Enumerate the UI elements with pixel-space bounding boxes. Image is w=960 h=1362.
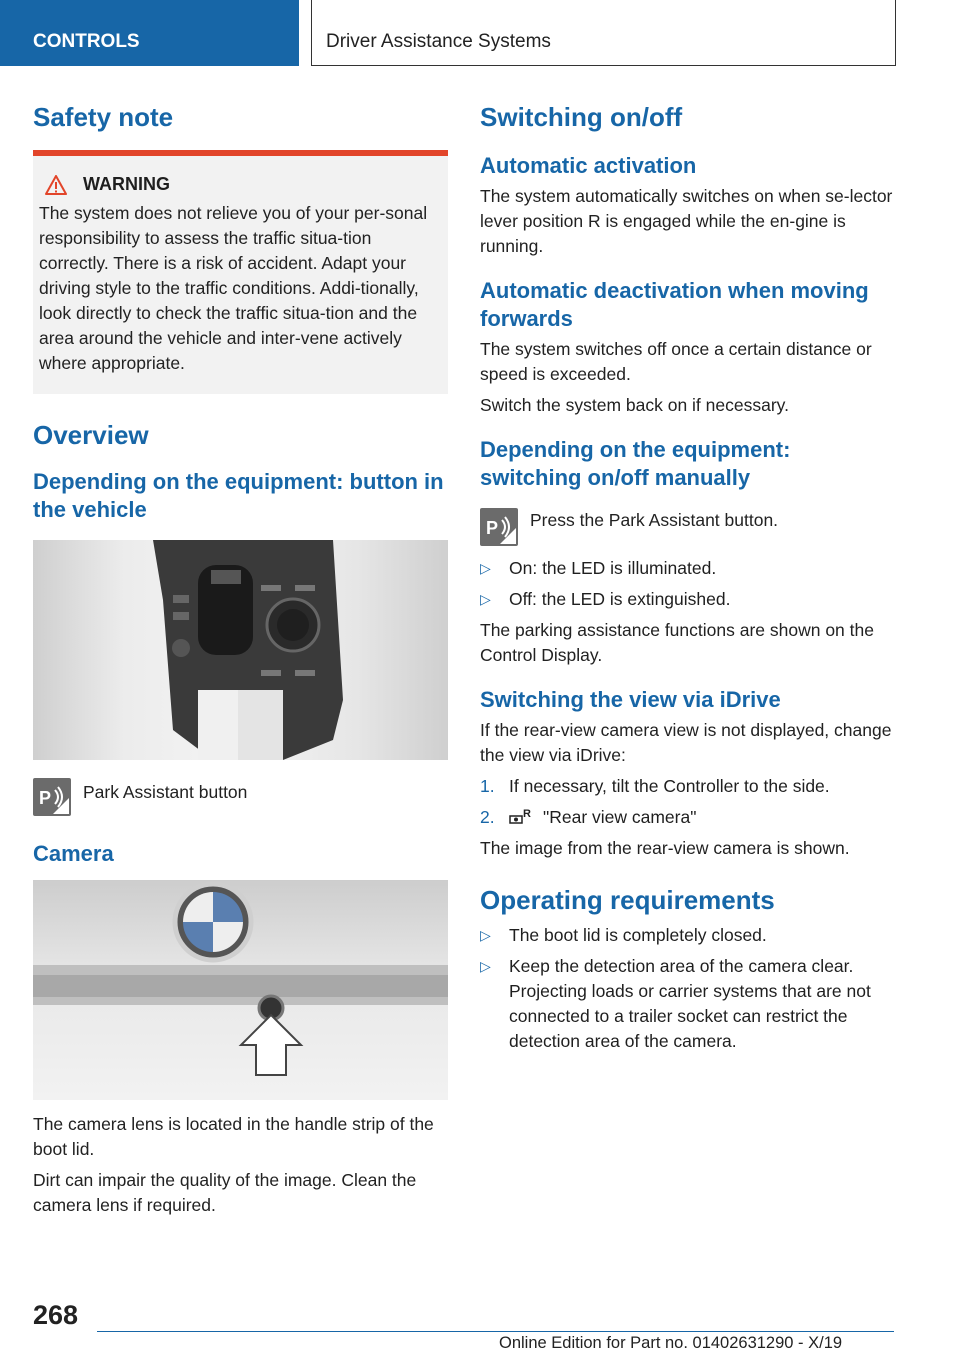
view-heading: Switching the view via iDrive [480, 687, 781, 712]
center-console-image [33, 540, 448, 760]
pa-button-legend [33, 778, 448, 816]
view-after-text: The image from the rear-view camera is shown. [480, 838, 850, 858]
auto-deactivation-heading: Automatic deactivation when moving forwards [480, 278, 869, 331]
rear-camera-icon [509, 807, 535, 827]
requirements-heading: Operating requirements [480, 885, 775, 915]
page-number: 268 [33, 1300, 79, 1330]
pa-button-label: Park Assistant button [83, 782, 248, 802]
camera-heading: Camera [33, 841, 114, 866]
list-item: 2. R "Rear view camera" [480, 807, 697, 827]
button-subheading: Depending on the equipment: button in the vehicle [33, 469, 444, 522]
camera-illustration [33, 880, 448, 1100]
requirements-bullets [480, 923, 895, 1054]
svg-text:R: R [523, 808, 531, 820]
svg-text:P: P [486, 518, 499, 538]
auto-activation-text: The system automatically switches on when se-lector lever position R is engaged while the en-gine is running. [480, 186, 893, 256]
triangle-bullet-icon: ▷ [480, 591, 491, 607]
list-item: ▷ Keep the detection area of the camera clear. Projecting loads or carrier systems that are not connected to a trailer socket can restrict the detection area of the camera. [480, 954, 895, 1054]
warning-text: The system does not relieve you of your per-sonal responsibility to assess the traffic situa-tion correctly. There is a risk of accident. Adapt your driving style to the traffic conditions. Addi-tionally, look directly to check the traffic situa-tion and the area around the vehicle and inter-vene actively where appropriate. [39, 203, 428, 373]
view-steps [480, 774, 895, 830]
left-column [33, 100, 448, 1218]
warning-triangle-icon [45, 175, 67, 195]
manual-heading: Depending on the equipment: switching on/off manually [480, 437, 791, 490]
manual-press-text: Press the Park Assistant button. [530, 510, 779, 530]
warning-box [33, 150, 448, 394]
park-assistant-icon [33, 778, 71, 816]
footer-divider [97, 1331, 894, 1332]
page-header [0, 0, 960, 66]
overview-heading: Overview [33, 420, 149, 450]
right-column [480, 100, 895, 1054]
rear-camera-image [33, 880, 448, 1100]
console-illustration [33, 540, 448, 760]
warning-label: WARNING [83, 174, 170, 194]
manual-bullets [480, 556, 895, 612]
chapter-title: Driver Assistance Systems [311, 0, 896, 66]
triangle-bullet-icon: ▷ [480, 958, 491, 974]
edition-note: Online Edition for Part no. 01402631290 - X/19 [499, 1334, 843, 1352]
auto-deactivation-text: The system switches off once a certain distance or speed is exceeded. [480, 339, 872, 384]
list-item: ▷ On: the LED is illuminated. [480, 556, 895, 581]
manual-after-text: The parking assistance functions are shown on the Control Display. [480, 620, 874, 665]
list-item: 1. If necessary, tilt the Controller to the side. [480, 776, 830, 796]
view-text: If the rear-view camera view is not displayed, change the view via iDrive: [480, 720, 892, 765]
list-item: ▷ The boot lid is completely closed. [480, 923, 895, 948]
switching-heading: Switching on/off [480, 102, 683, 132]
warning-header [39, 174, 440, 195]
park-assistant-icon [480, 508, 518, 546]
switch-back-text: Switch the system back on if necessary. [480, 395, 789, 415]
safety-note-heading: Safety note [33, 102, 174, 132]
triangle-bullet-icon: ▷ [480, 927, 491, 943]
svg-text:P: P [39, 788, 52, 808]
list-item: ▷ Off: the LED is extinguished. [480, 587, 895, 612]
triangle-bullet-icon: ▷ [480, 560, 491, 576]
manual-press-row [480, 508, 895, 546]
auto-activation-heading: Automatic activation [480, 153, 697, 178]
camera-location-text: The camera lens is located in the handle strip of the boot lid. [33, 1114, 434, 1159]
camera-dirt-text: Dirt can impair the quality of the image. Clean the camera lens if required. [33, 1170, 417, 1215]
section-tab: CONTROLS [0, 0, 299, 66]
